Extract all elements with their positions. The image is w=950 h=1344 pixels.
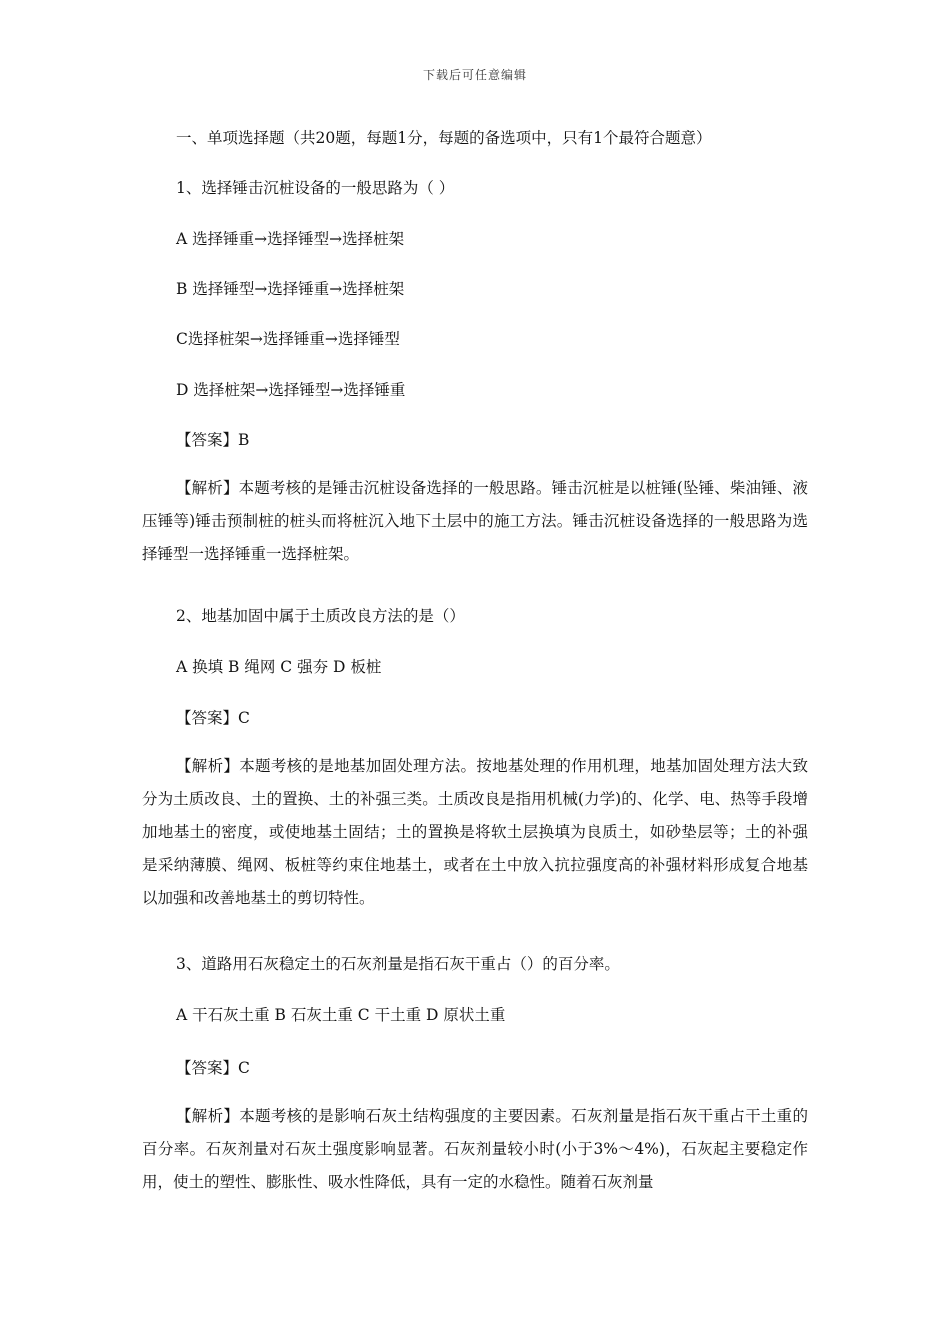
question-1-option-c: C选择桩架→选择锤重→选择锤型	[176, 330, 400, 348]
question-1-analysis: 【解析】本题考核的是锤击沉桩设备选择的一般思路。锤击沉桩是以桩锤(坠锤、柴油锤、液压锤等)锤击预制桩的桩头而将桩沉入地下土层中的施工方法。锤击沉桩设备选择的一般思路为选择锤型一选择锤重一选择桩架。	[142, 479, 808, 563]
section-title: 一、单项选择题（共20题，每题1分，每题的备选项中，只有1个最符合题意）	[176, 129, 712, 147]
question-3-options: A 干石灰土重 B 石灰土重 C 干土重 D 原状土重	[176, 1006, 506, 1024]
question-1-option-d: D 选择桩架→选择锤型→选择锤重	[176, 381, 406, 399]
page-header-watermark: 下载后可任意编辑	[422, 68, 527, 82]
question-3-analysis: 【解析】本题考核的是影响石灰土结构强度的主要因素。石灰剂量是指石灰干重占干土重的百分率。石灰剂量对石灰土强度影响显著。石灰剂量较小时(小于3%～4%)，石灰起主要稳定作用，使土的塑性、膨胀性、吸水性降低，具有一定的水稳性。随着石灰剂量	[142, 1107, 808, 1191]
question-2-analysis: 【解析】本题考核的是地基加固处理方法。按地基处理的作用机理，地基加固处理方法大致分为土质改良、土的置换、土的补强三类。土质改良是指用机械(力学)的、化学、电、热等手段增加地基土的密度，或使地基土固结；土的置换是将软土层换填为良质土，如砂垫层等；土的补强是采纳薄膜、绳网、板桩等约束住地基土，或者在土中放入抗拉强度高的补强材料形成复合地基以加强和改善地基土的剪切特性。	[142, 757, 808, 907]
question-1-option-a: A 选择锤重→选择锤型→选择桩架	[176, 230, 405, 248]
question-2-answer: 【答案】C	[176, 709, 250, 727]
question-1-answer: 【答案】B	[176, 431, 250, 449]
question-3-stem: 3、道路用石灰稳定土的石灰剂量是指石灰干重占（）的百分率。	[176, 955, 620, 973]
question-2-options: A 换填 B 绳网 C 强夯 D 板桩	[176, 658, 382, 676]
question-1-stem: 1、选择锤击沉桩设备的一般思路为（ ）	[176, 179, 455, 197]
question-1-option-b: B 选择锤型→选择锤重→选择桩架	[176, 280, 405, 298]
question-3-answer: 【答案】C	[176, 1059, 250, 1077]
question-2-stem: 2、地基加固中属于土质改良方法的是（）	[176, 607, 465, 625]
